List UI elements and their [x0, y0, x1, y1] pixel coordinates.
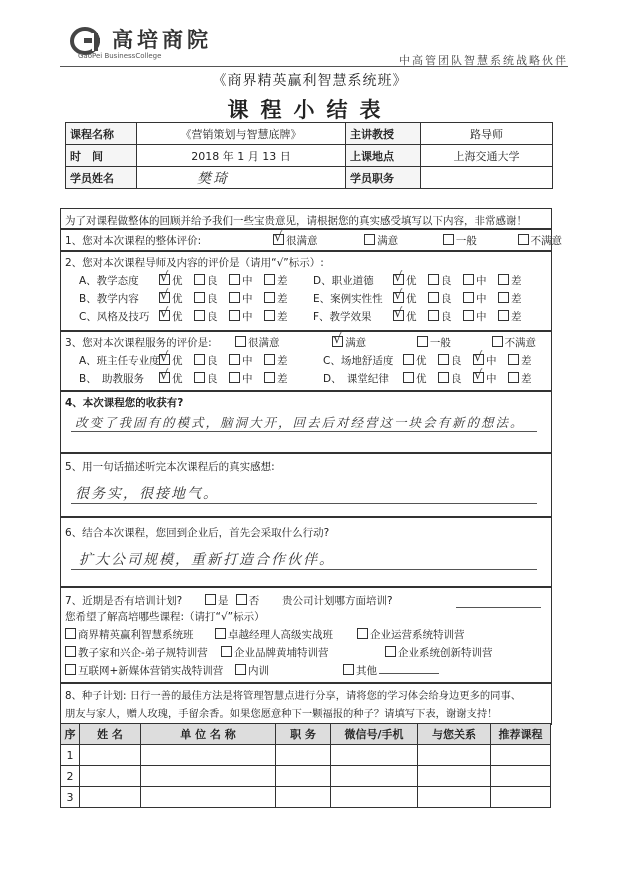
- q7-course-label: 企业系统创新特训营: [398, 647, 493, 659]
- q3-grade-label: 中: [242, 355, 253, 367]
- q7-course-option: [65, 645, 208, 660]
- q3-grade-checkbox[interactable]: [403, 354, 414, 365]
- q7-yes-label: 是: [217, 595, 229, 607]
- q7-plan-label: 贵公司计划哪方面培训?: [281, 595, 393, 607]
- q2-grade-checkbox[interactable]: [463, 274, 474, 285]
- q7-course-checkbox[interactable]: [235, 664, 246, 675]
- q2-grade-label: 优: [406, 275, 417, 287]
- q2-grade-label: 优: [406, 311, 417, 323]
- q2-grade-checkbox[interactable]: [194, 310, 205, 321]
- table-header: 职 务: [276, 724, 331, 745]
- position-label: 学员职务: [346, 167, 421, 189]
- q3-grade-checkbox[interactable]: [473, 350, 484, 365]
- checkmark-icon: √: [160, 306, 169, 321]
- checkmark-icon: √: [160, 270, 169, 285]
- q8-text-line1: 8、种子计划: 日行一善的最佳方法是将管理智慧点进行分享，请将您的学习体会给身边更多的同事、: [65, 690, 522, 702]
- cell-contact[interactable]: [331, 766, 418, 787]
- q3-grade-checkbox[interactable]: [194, 372, 205, 383]
- q8-text-line2: 朋友与家人，赠人玫瑰，手留余香。如果您愿意种下一颗福报的种子？请填写下表，谢谢支持！: [65, 708, 498, 720]
- checkmark-icon: √: [394, 270, 403, 285]
- time-value[interactable]: 2018 年 1 月 13 日: [137, 145, 346, 167]
- q3-grade-checkbox[interactable]: [438, 372, 449, 383]
- q7-course-option: [65, 663, 223, 678]
- q3-grade-label: 中: [486, 373, 497, 385]
- row-number: 2: [61, 766, 80, 787]
- q3-option-label: 一般: [429, 337, 451, 349]
- q7-course-checkbox[interactable]: [65, 646, 76, 657]
- q2-rating-row: [313, 288, 529, 306]
- table-row: [61, 766, 551, 787]
- q2-grade-checkbox[interactable]: [229, 274, 240, 285]
- q3-grade-checkbox[interactable]: [264, 372, 275, 383]
- q3-rating-label: D、 课堂纪律: [323, 373, 389, 385]
- q2-grade-label: 良: [441, 311, 452, 323]
- q7-course-label: 互联网+新媒体营销实战特训营: [78, 665, 224, 677]
- cell-company[interactable]: [141, 766, 276, 787]
- q1-option-label: 满意: [377, 235, 399, 247]
- q2-grade-checkbox[interactable]: [393, 288, 404, 303]
- plan-line[interactable]: [456, 607, 541, 608]
- q2-rating-label: D、职业道德: [313, 275, 374, 287]
- cell-course[interactable]: [491, 766, 551, 787]
- q3-checkbox-unsatisfied[interactable]: [492, 336, 503, 347]
- q1-option-label: 一般: [455, 235, 477, 247]
- q7-course-option: [357, 627, 465, 642]
- checkmark-icon: √: [160, 368, 169, 383]
- q5-section: [60, 452, 552, 518]
- q3-grade-label: 良: [451, 355, 462, 367]
- q3-grade-checkbox[interactable]: [403, 372, 414, 383]
- student-name-value[interactable]: 樊琦: [137, 167, 346, 189]
- table-header: 单 位 名 称: [141, 724, 276, 745]
- cell-contact[interactable]: [331, 745, 418, 766]
- course-value[interactable]: 《营销策划与智慧底牌》: [137, 123, 346, 145]
- q7-course-option: [221, 645, 329, 660]
- q3-grade-label: 差: [277, 355, 288, 367]
- cell-relation[interactable]: [418, 787, 491, 808]
- q2-grade-label: 差: [511, 275, 522, 287]
- q2-text: 2、您对本次课程导师及内容的评价是（请用“√”标示）:: [65, 257, 324, 269]
- q7-course-checkbox[interactable]: [357, 628, 368, 639]
- q3-checkbox-satisfied[interactable]: √: [333, 332, 342, 347]
- q2-grade-checkbox[interactable]: [463, 292, 474, 303]
- q2-rating-label: A、教学态度: [79, 275, 139, 287]
- q2-grade-label: 差: [511, 311, 522, 323]
- q2-grade-checkbox[interactable]: [264, 310, 275, 321]
- cell-relation[interactable]: [418, 766, 491, 787]
- q2-grade-label: 良: [441, 275, 452, 287]
- q2-grade-checkbox[interactable]: [498, 310, 509, 321]
- q7-checkbox-yes[interactable]: [205, 594, 216, 605]
- info-table: [65, 122, 553, 189]
- q2-rating-label: C、风格及技巧: [79, 311, 150, 323]
- q2-grade-label: 良: [207, 311, 218, 323]
- q7-course-checkbox[interactable]: [385, 646, 396, 657]
- q3-grade-checkbox[interactable]: [159, 368, 170, 383]
- table-header: 序: [61, 724, 80, 745]
- q3-rating-row: [79, 350, 295, 368]
- q2-rating-row: [313, 270, 529, 288]
- q1-checkbox-very-satisfied[interactable]: √: [274, 230, 283, 245]
- q7-course-option: [65, 627, 194, 642]
- q3-rating-row: [323, 350, 539, 368]
- q3-grade-label: 差: [521, 355, 532, 367]
- q1-option-label: 不满意: [530, 235, 563, 247]
- q3-grade-label: 良: [207, 373, 218, 385]
- q5-answer[interactable]: 很务实，很接地气。: [75, 486, 219, 502]
- cell-name[interactable]: [80, 787, 141, 808]
- q2-grade-label: 差: [511, 293, 522, 305]
- cell-course[interactable]: [491, 787, 551, 808]
- q2-grade-checkbox[interactable]: [428, 274, 439, 285]
- cell-name[interactable]: [80, 745, 141, 766]
- checkmark-icon: √: [474, 350, 483, 365]
- q7-want-text: 您希望了解高培哪些课程:（请打“√”标示）: [65, 611, 265, 623]
- q2-rating-row: [313, 306, 529, 324]
- answer-line: [71, 431, 537, 432]
- q3-grade-label: 差: [521, 373, 532, 385]
- table-header: 推荐课程: [491, 724, 551, 745]
- q7-no-label: 否: [248, 595, 260, 607]
- q1-text: 1、您对本次课程的整体评价:: [65, 235, 202, 247]
- q3-grade-checkbox[interactable]: [473, 368, 484, 383]
- position-value[interactable]: [421, 167, 553, 189]
- q6-text: 6、结合本次课程，您回到企业后，首先会采取什么行动?: [65, 527, 330, 539]
- q2-grade-label: 优: [172, 293, 183, 305]
- q2-rating-label: F、教学效果: [313, 311, 372, 323]
- q2-grade-checkbox[interactable]: [159, 306, 170, 321]
- q2-rating-row: [79, 288, 295, 306]
- q2-grade-label: 良: [207, 275, 218, 287]
- checkmark-icon: √: [394, 306, 403, 321]
- q3-grade-label: 中: [242, 373, 253, 385]
- q2-grade-checkbox[interactable]: [194, 292, 205, 303]
- q5-text: 5、用一句话描述听完本次课程后的真实感想:: [65, 461, 275, 473]
- q4-text: 4、本次课程您的收获有?: [65, 397, 184, 409]
- q6-answer[interactable]: 扩大公司规模，重新打造合作伙伴。: [79, 552, 335, 568]
- intro-text: 为了对课程做整体的回顾并给予我们一些宝贵意见，请根据您的真实感受填写以下内容，非常感谢！: [65, 215, 527, 227]
- cell-relation[interactable]: [418, 745, 491, 766]
- q3-text: 3、您对本次课程服务的评价是:: [65, 337, 212, 349]
- program-subtitle: 《商界精英赢利智慧系统班》: [212, 73, 408, 89]
- table-header: 微信号/手机: [331, 724, 418, 745]
- q1-section: [60, 228, 563, 252]
- q2-grade-checkbox[interactable]: [194, 274, 205, 285]
- location-label: 上课地点: [346, 145, 421, 167]
- table-row: [61, 745, 551, 766]
- q3-grade-checkbox[interactable]: [229, 354, 240, 365]
- q3-grade-label: 优: [416, 373, 427, 385]
- q2-grade-checkbox[interactable]: [264, 274, 275, 285]
- q3-option-label: 满意: [345, 337, 367, 349]
- q3-grade-checkbox[interactable]: [194, 354, 205, 365]
- q8-section: [60, 682, 552, 725]
- q3-grade-checkbox[interactable]: [159, 350, 170, 365]
- slogan: 中高管团队智慧系统战略伙伴: [399, 54, 568, 67]
- q3-rating-label: A、班主任专业度: [79, 355, 160, 367]
- q2-grade-label: 中: [242, 311, 253, 323]
- cell-course[interactable]: [491, 745, 551, 766]
- q3-grade-label: 优: [172, 373, 183, 385]
- q7-line1: [65, 593, 393, 608]
- q7-course-option: [385, 645, 493, 660]
- q2-section: [60, 250, 552, 332]
- q2-rating-label: E、案例实性性: [313, 293, 383, 305]
- table-header: 与您关系: [418, 724, 491, 745]
- q7-course-option: [343, 663, 439, 678]
- lecturer-value[interactable]: 路导师: [421, 123, 553, 145]
- q7-course-label: 其他: [356, 665, 377, 677]
- q2-grade-label: 中: [242, 293, 253, 305]
- q7-course-label: 商界精英赢利智慧系统班: [78, 629, 194, 641]
- q7-course-label: 教子家和兴企-弟子规特训营: [78, 647, 208, 659]
- other-input-line[interactable]: [379, 673, 439, 674]
- location-value[interactable]: 上海交通大学: [421, 145, 553, 167]
- q2-rating-label: B、教学内容: [79, 293, 139, 305]
- q3-grade-checkbox[interactable]: [264, 354, 275, 365]
- q2-grade-label: 优: [172, 311, 183, 323]
- lecturer-label: 主讲教授: [346, 123, 421, 145]
- q2-grade-checkbox[interactable]: [393, 270, 404, 285]
- q3-grade-checkbox[interactable]: [508, 354, 519, 365]
- q3-grade-checkbox[interactable]: [508, 372, 519, 383]
- q7-checkbox-no[interactable]: [236, 594, 247, 605]
- q3-rating-row: [323, 368, 539, 386]
- table-header-row: [61, 724, 551, 745]
- q3-grade-label: 良: [207, 355, 218, 367]
- q2-grade-checkbox[interactable]: [229, 310, 240, 321]
- q2-grade-label: 优: [172, 275, 183, 287]
- q2-grade-checkbox[interactable]: [498, 274, 509, 285]
- q3-grade-label: 良: [451, 373, 462, 385]
- q2-grade-label: 中: [476, 293, 487, 305]
- q2-grade-label: 中: [476, 275, 487, 287]
- q2-grade-checkbox[interactable]: [498, 292, 509, 303]
- q3-grade-label: 中: [486, 355, 497, 367]
- row-number: 1: [61, 745, 80, 766]
- checkmark-icon: √: [474, 368, 483, 383]
- q1-checkbox-unsatisfied[interactable]: [518, 234, 529, 245]
- q7-course-checkbox[interactable]: [221, 646, 232, 657]
- course-label: 课程名称: [66, 123, 137, 145]
- q1-checkbox-satisfied[interactable]: [364, 234, 375, 245]
- q3-options: [231, 332, 537, 350]
- q6-section: [60, 516, 552, 588]
- row-number: 3: [61, 787, 80, 808]
- seed-plan-table: [60, 723, 551, 808]
- q3-grade-label: 优: [416, 355, 427, 367]
- q3-rating-row: [79, 368, 295, 386]
- brand-english: GaoPei BusinessCollege: [78, 52, 162, 60]
- cell-position[interactable]: [276, 745, 331, 766]
- q3-rating-label: C、场地舒适度: [323, 355, 394, 367]
- table-row: [61, 787, 551, 808]
- q3-grade-label: 差: [277, 373, 288, 385]
- q4-answer[interactable]: 改变了我固有的模式，脑洞大开，回去后对经营这一块会有新的想法。: [75, 415, 525, 430]
- q2-rating-row: [79, 270, 295, 288]
- intro-box: [60, 208, 552, 230]
- checkmark-icon: √: [160, 350, 169, 365]
- q2-grade-checkbox[interactable]: [393, 306, 404, 321]
- brand-name: 高培商院: [112, 28, 212, 52]
- q7-course-label: 内训: [248, 665, 269, 677]
- q1-option-label: 很满意: [286, 235, 318, 247]
- student-label: 学员姓名: [66, 167, 137, 189]
- q3-grade-label: 优: [172, 355, 183, 367]
- checkmark-icon: √: [160, 288, 169, 303]
- answer-line: [71, 503, 537, 504]
- cell-position[interactable]: [276, 787, 331, 808]
- q2-rating-row: [79, 306, 295, 324]
- cell-company[interactable]: [141, 745, 276, 766]
- q7-course-option: [235, 663, 269, 678]
- q2-grade-label: 良: [441, 293, 452, 305]
- q2-grade-checkbox[interactable]: [229, 292, 240, 303]
- q2-grade-label: 中: [476, 311, 487, 323]
- q3-checkbox-very-satisfied[interactable]: [235, 336, 246, 347]
- q7-course-label: 企业运营系统特训营: [370, 629, 465, 641]
- q7-section: [60, 586, 552, 684]
- q3-rating-label: B、 助教服务: [79, 373, 144, 385]
- time-label: 时 间: [66, 145, 137, 167]
- cell-contact[interactable]: [331, 787, 418, 808]
- q7-course-checkbox[interactable]: [65, 628, 76, 639]
- q2-grade-checkbox[interactable]: [428, 292, 439, 303]
- q1-options: [269, 230, 563, 248]
- q2-grade-checkbox[interactable]: [428, 310, 439, 321]
- q2-grade-checkbox[interactable]: [159, 288, 170, 303]
- q4-section: [60, 390, 552, 454]
- q3-option-label: 不满意: [504, 337, 537, 349]
- cell-position[interactable]: [276, 766, 331, 787]
- table-header: 姓 名: [80, 724, 141, 745]
- q3-option-label: 很满意: [248, 337, 280, 349]
- q7-course-option: [215, 627, 333, 642]
- q3-grade-checkbox[interactable]: [438, 354, 449, 365]
- q3-section: [60, 330, 552, 392]
- q2-grade-checkbox[interactable]: [463, 310, 474, 321]
- q3-grade-checkbox[interactable]: [229, 372, 240, 383]
- header-divider: [60, 66, 568, 67]
- q2-grade-label: 优: [406, 293, 417, 305]
- q3-checkbox-average[interactable]: [417, 336, 428, 347]
- q1-checkbox-average[interactable]: [443, 234, 454, 245]
- q7-course-label: 卓越经理人高级实战班: [228, 629, 333, 641]
- checkmark-icon: √: [394, 288, 403, 303]
- q7-text: 7、近期是否有培训计划?: [65, 595, 183, 607]
- q7-course-checkbox[interactable]: [215, 628, 226, 639]
- q2-grade-label: 差: [277, 311, 288, 323]
- answer-line: [71, 569, 537, 570]
- q7-course-label: 企业品牌黄埔特训营: [234, 647, 329, 659]
- q2-grade-checkbox[interactable]: [159, 270, 170, 285]
- cell-name[interactable]: [80, 766, 141, 787]
- q2-grade-checkbox[interactable]: [264, 292, 275, 303]
- q2-grade-label: 良: [207, 293, 218, 305]
- q2-grade-label: 差: [277, 293, 288, 305]
- q2-grade-label: 差: [277, 275, 288, 287]
- cell-company[interactable]: [141, 787, 276, 808]
- q7-course-checkbox[interactable]: [343, 664, 354, 675]
- page-title: 课程小结表: [227, 98, 393, 122]
- q7-course-checkbox[interactable]: [65, 664, 76, 675]
- q2-grade-label: 中: [242, 275, 253, 287]
